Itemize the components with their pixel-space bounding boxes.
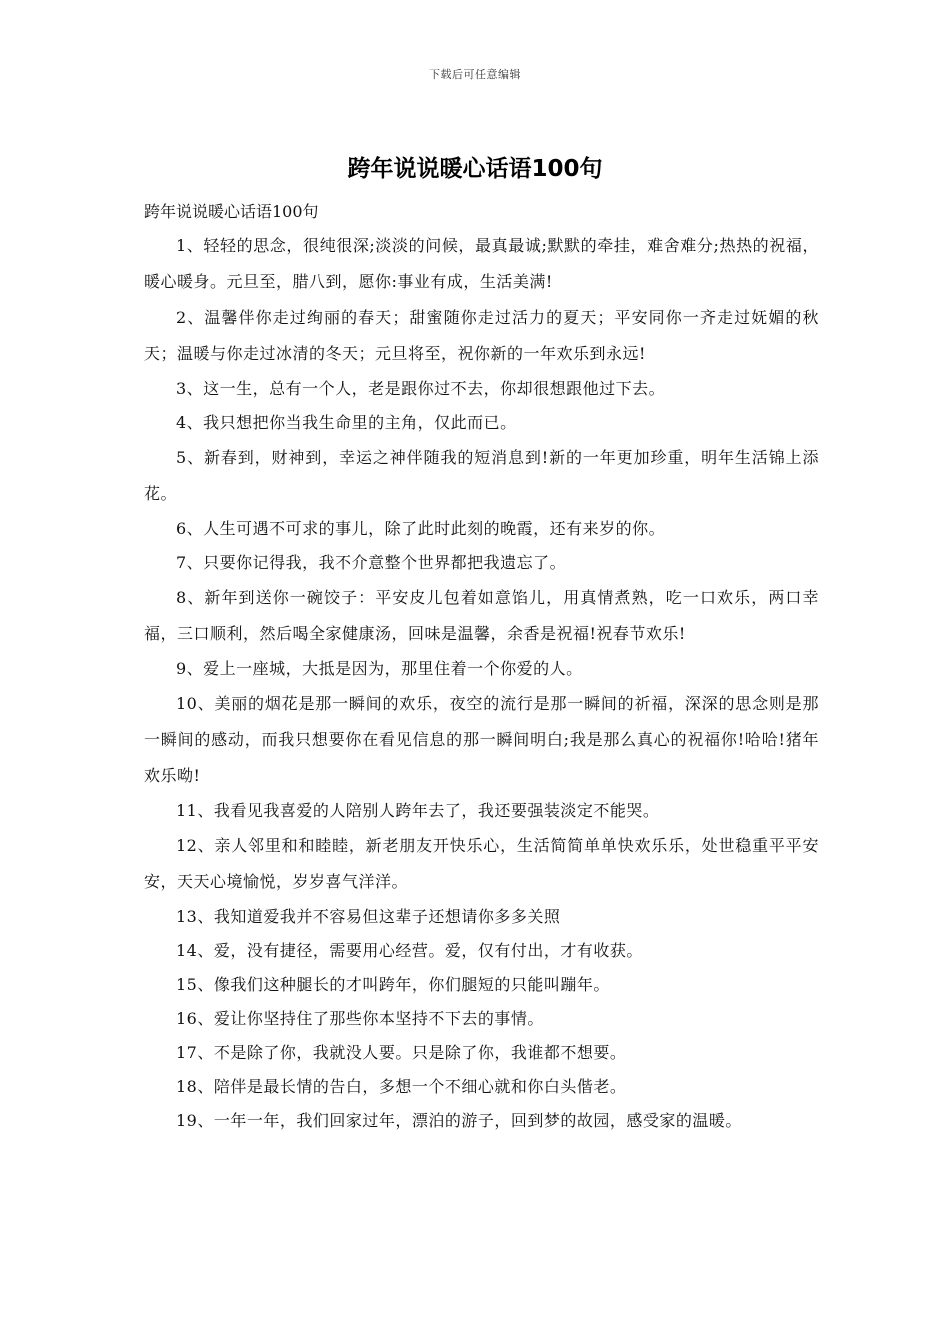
document-subtitle: 跨年说说暖心话语100句 [144,202,319,221]
paragraph-7: 7、只要你记得我，我不介意整个世界都把我遗忘了。 [176,553,567,572]
paragraph-3: 3、这一生，总有一个人，老是跟你过不去，你却很想跟他过下去。 [176,379,666,398]
paragraph-2: 2、温馨伴你走过绚丽的春天；甜蜜随你走过活力的夏天；平安同你一齐走过妩媚的秋天；温暖与你走过冰清的冬天；元旦将至，祝你新的一年欢乐到永远! [144,308,819,363]
paragraph-4: 4、我只想把你当我生命里的主角，仅此而已。 [176,413,517,432]
header-note: 下载后可任意编辑 [429,68,521,81]
paragraph-19: 19、一年一年，我们回家过年，漂泊的游子，回到梦的故园，感受家的温暖。 [176,1111,742,1130]
paragraph-12: 12、亲人邻里和和睦睦，新老朋友开快乐心，生活简简单单快欢乐乐，处世稳重平平安安，天天心境愉悦，岁岁喜气洋洋。 [144,836,819,891]
paragraph-13: 13、我知道爱我并不容易但这辈子还想请你多多关照 [176,907,561,926]
paragraph-10: 10、美丽的烟花是那一瞬间的欢乐，夜空的流行是那一瞬间的祈福，深深的思念则是那一瞬间的感动，而我只想要你在看见信息的那一瞬间明白;我是那么真心的祝福你!哈哈!猪年欢乐呦! [144,694,819,785]
document-body [144,196,819,1138]
document-title: 跨年说说暖心话语100句 [347,156,603,182]
paragraph-17: 17、不是除了你，我就没人要。只是除了你，我谁都不想要。 [176,1043,627,1062]
paragraph-15: 15、像我们这种腿长的才叫跨年，你们腿短的只能叫蹦年。 [176,975,610,994]
paragraph-9: 9、爱上一座城，大抵是因为，那里住着一个你爱的人。 [176,659,583,678]
paragraph-18: 18、陪伴是最长情的告白，多想一个不细心就和你白头偕老。 [176,1077,627,1096]
paragraph-11: 11、我看见我喜爱的人陪别人跨年去了，我还要强装淡定不能哭。 [176,801,660,820]
paragraph-1: 1、轻轻的思念，很纯很深;淡淡的问候，最真最诚;默默的牵挂，难舍难分;热热的祝福，暖心暖身。元旦至，腊八到，愿你:事业有成，生活美满! [144,236,819,291]
paragraph-6: 6、人生可遇不可求的事儿，除了此时此刻的晚霞，还有来岁的你。 [176,519,666,538]
paragraph-14: 14、爱，没有捷径，需要用心经营。爱，仅有付出，才有收获。 [176,941,643,960]
paragraph-16: 16、爱让你坚持住了那些你本坚持不下去的事情。 [176,1009,544,1028]
paragraph-5: 5、新春到，财神到，幸运之神伴随我的短消息到!新的一年更加珍重，明年生活锦上添花。 [144,448,819,503]
paragraph-8: 8、新年到送你一碗饺子：平安皮儿包着如意馅儿，用真情煮熟，吃一口欢乐，两口幸福，三口顺利，然后喝全家健康汤，回味是温馨，余香是祝福!祝春节欢乐! [144,588,819,643]
